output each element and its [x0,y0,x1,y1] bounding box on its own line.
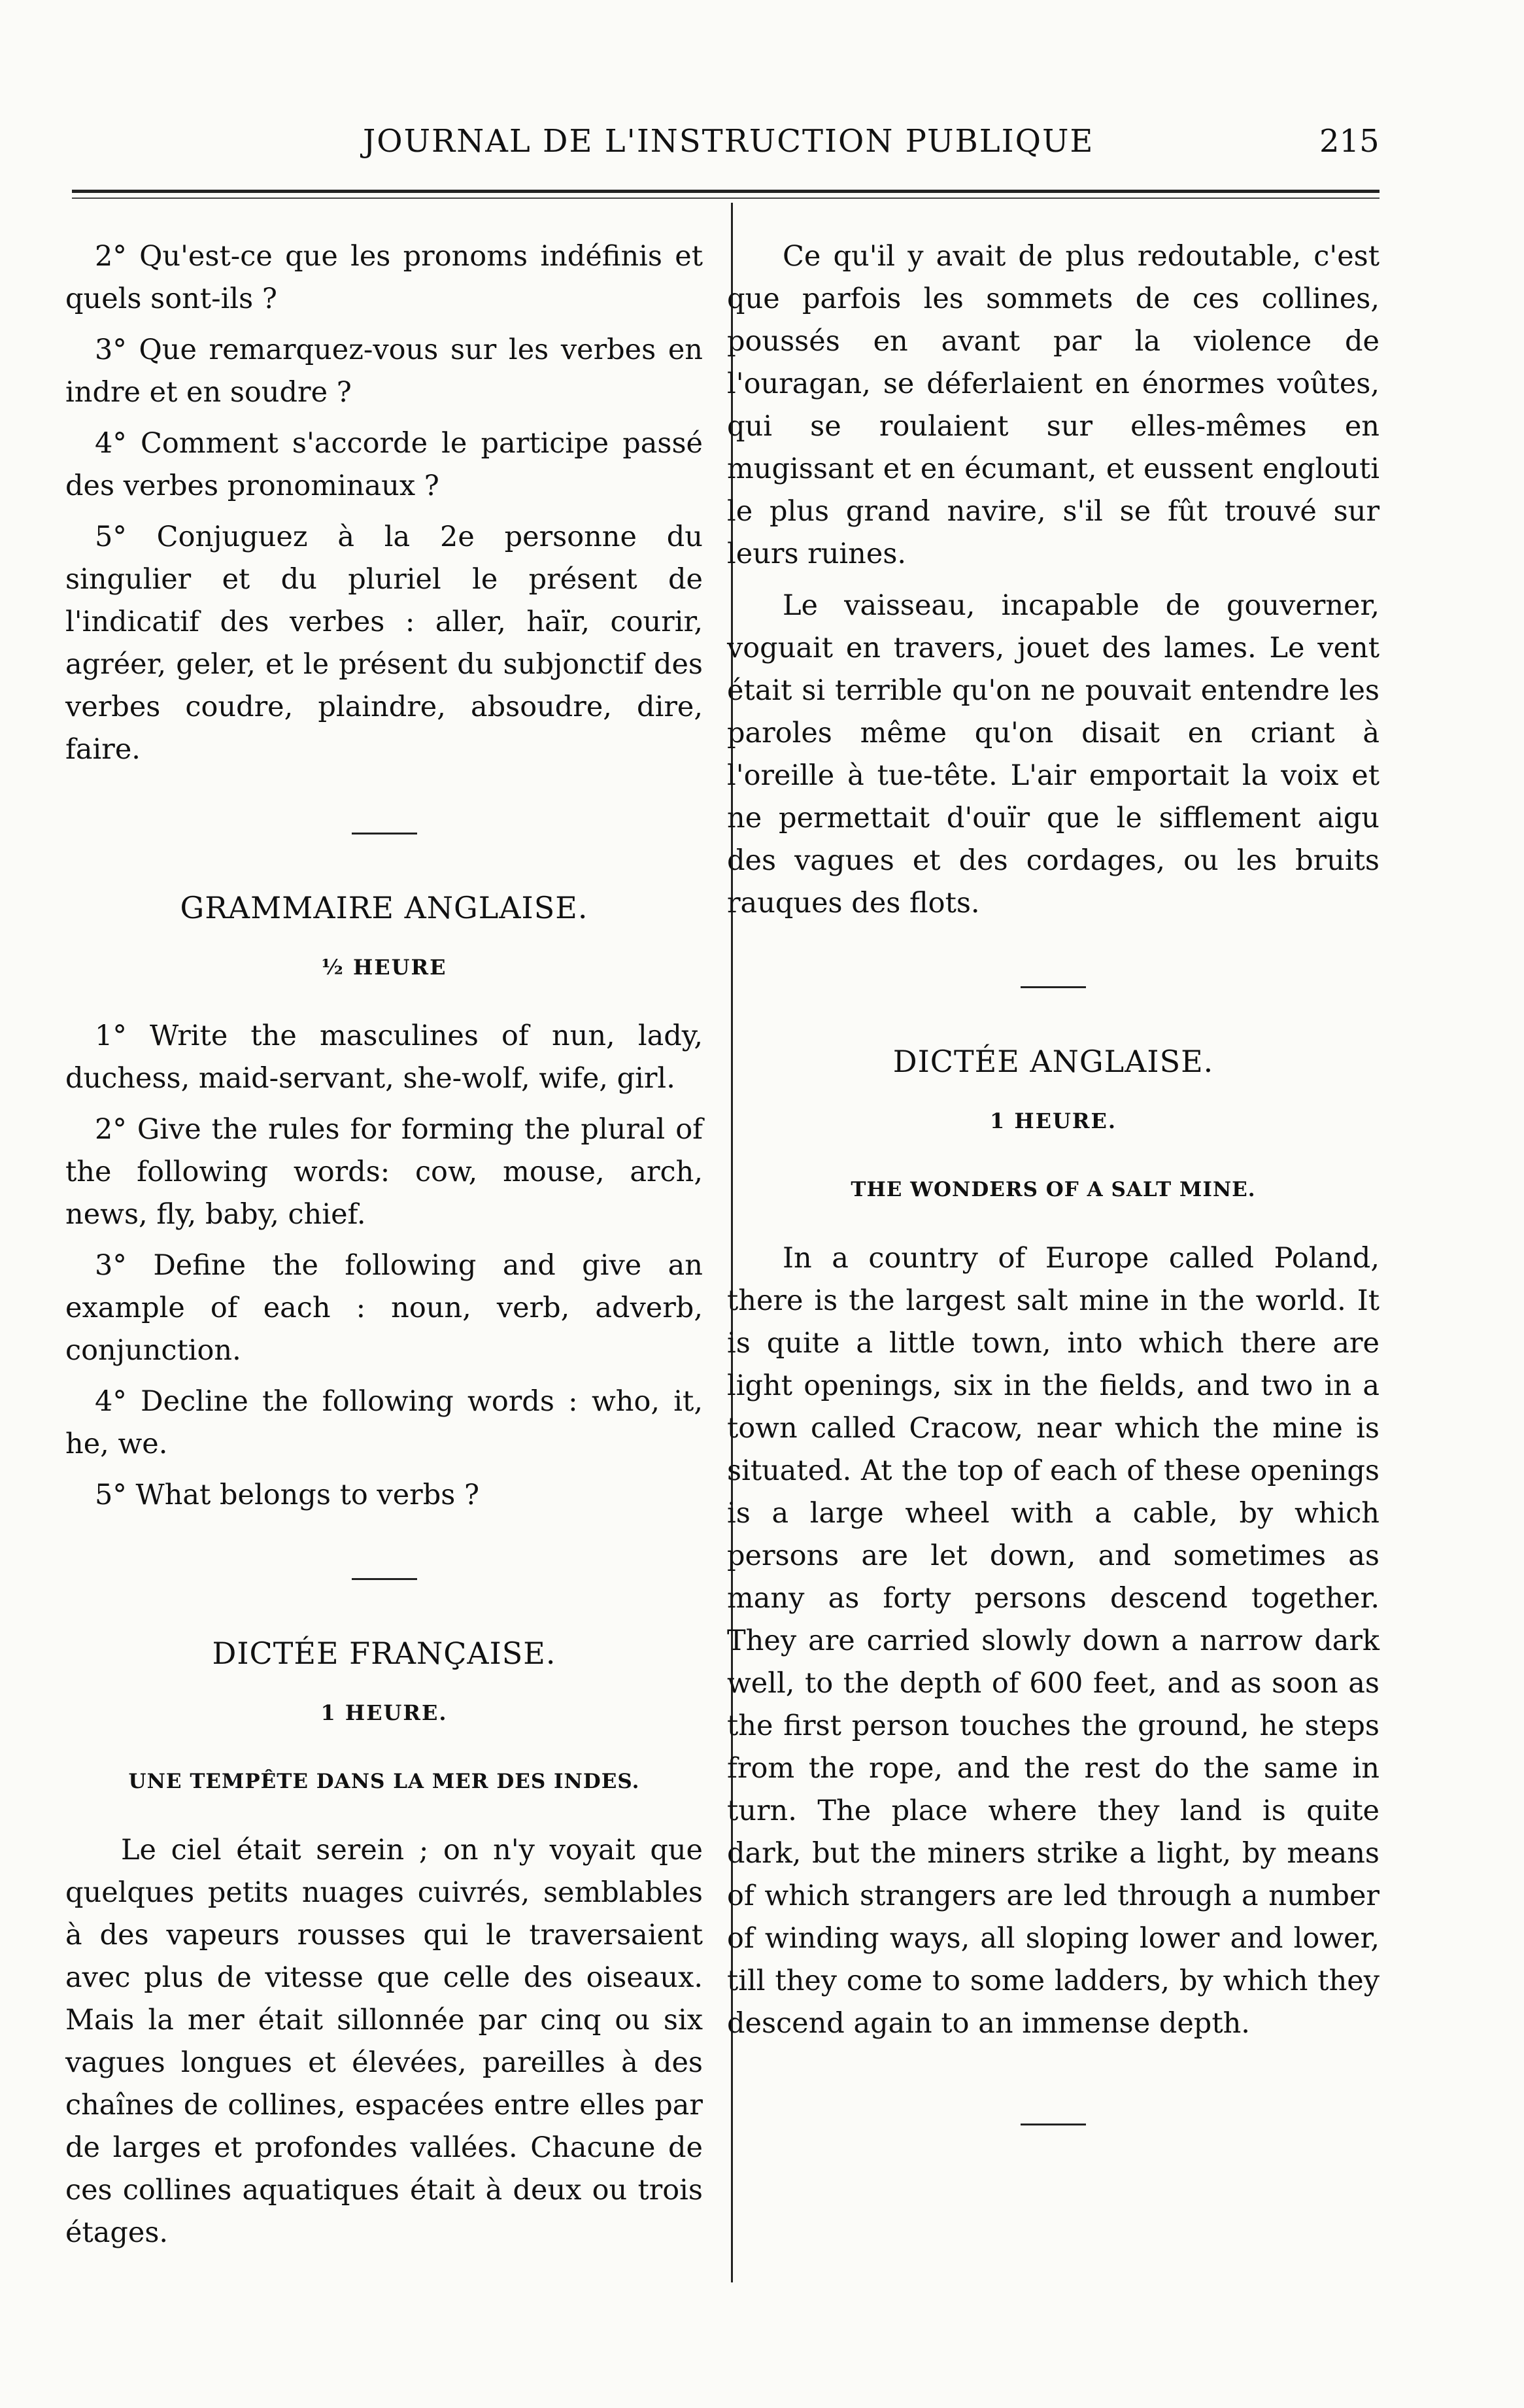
english-question-3: 3° Define the following and give an example of each : noun, verb, adverb, conjunction. [65,1249,703,1367]
section-separator [352,833,417,834]
subtitle-dictee-anglaise: THE WONDERS OF A SALT MINE. [851,1178,1256,1201]
english-question-5: 5° What belongs to verbs ? [95,1479,480,1511]
question-3: 3° Que remarquez-vous sur les verbes en indre et en soudre ? [65,334,703,409]
right-column [727,235,1380,2125]
section-separator [1021,986,1086,988]
english-question-1: 1° Write the masculines of nun, lady, duchess, maid-servant, she-wolf, wife, girl. [65,1020,703,1095]
question-2: 2° Qu'est-ce que les pronoms indéfinis et quels sont-ils ? [65,240,703,315]
subtitle-dictee-francaise: UNE TEMPÊTE DANS LA MER DES INDES. [128,1770,640,1793]
running-header [0,123,1524,188]
dictee-francaise-paragraph: Le ciel était serein ; on n'y voyait que quelques petits nuages cuivrés, semblables à des vapeurs rousses qui le traversaient avec plus de vitesse que celle des oiseaux. Mais la mer était sillonnée par cinq ou six vagues longues et élevées, pareilles à des chaînes de collines, espacées entre elles par de larges et profondes vallées. Chacune de ces collines aquatiques était à deux ou trois étages. [65,1834,703,2249]
english-question-2: 2° Give the rules for forming the plural of the following words: cow, mouse, arch, news, fly, baby, chief. [65,1113,703,1231]
duration-dictee-anglaise: 1 HEURE. [989,1109,1117,1133]
section-title-dictee-francaise: DICTÉE FRANÇAISE. [212,1636,556,1671]
header-rule-thin [72,198,1380,199]
left-column [65,235,703,2263]
duration-dictee-francaise: 1 HEURE. [320,1700,448,1725]
page-number: 215 [1319,123,1380,160]
section-title-grammaire-anglaise: GRAMMAIRE ANGLAISE. [180,890,588,925]
dictee-francaise-continued-paragraph-1: Ce qu'il y avait de plus redoutable, c'est que parfois les sommets de ces collines, poussés en avant par la violence de l'ouragan, se déferlaient en énormes voûtes, qui se roulaient sur elles-mêmes en mugissant et en écumant, et eussent englouti le plus grand navire, s'il se fût trouvé sur leurs ruines. [727,240,1380,570]
question-5: 5° Conjuguez à la 2e personne du singulier et du pluriel le présent de l'indicatif des verbes : aller, haïr, courir, agréer, geler, et le présent du subjonctif des verbes coudre, plaindre, absoudre, dire, faire. [65,521,703,766]
english-question-4: 4° Decline the following words : who, it, he, we. [65,1385,703,1460]
header-rule [72,190,1380,193]
question-4: 4° Comment s'accorde le participe passé des verbes pronominaux ? [65,427,703,502]
dictee-anglaise-paragraph: In a country of Europe called Poland, there is the largest salt mine in the world. It is quite a little town, into which there are light openings, six in the fields, and two in a town called Cracow, near which the mine is situated. At the top of each of these openings is a large wheel with a cable, by which persons are let down, and sometimes as many as forty persons descend together. They are carried slowly down a narrow dark well, to the depth of 600 feet, and as soon as the first person touches the ground, he steps from the rope, and the rest do the same in turn. The place where they land is quite dark, but the miners strike a light, by means of which strangers are led through a number of winding ways, all sloping lower and lower, till they come to some ladders, by which they descend again to an immense depth. [727,1242,1380,2040]
end-separator [1021,2124,1086,2125]
section-title-dictee-anglaise: DICTÉE ANGLAISE. [892,1044,1214,1079]
dictee-francaise-continued-paragraph-2: Le vaisseau, incapable de gouverner, voguait en travers, jouet des lames. Le vent était si terrible qu'on ne pouvait entendre les paroles même qu'on disait en criant à l'oreille à tue-tête. L'air emportait la voix et ne permettait d'ouïr que le sifflement aigu des vagues et des cordages, ou les bruits rauques des flots. [727,589,1380,920]
duration-grammaire-anglaise: ½ HEURE [321,955,447,980]
running-title: JOURNAL DE L'INSTRUCTION PUBLIQUE [363,123,1094,160]
section-separator [352,1578,417,1580]
